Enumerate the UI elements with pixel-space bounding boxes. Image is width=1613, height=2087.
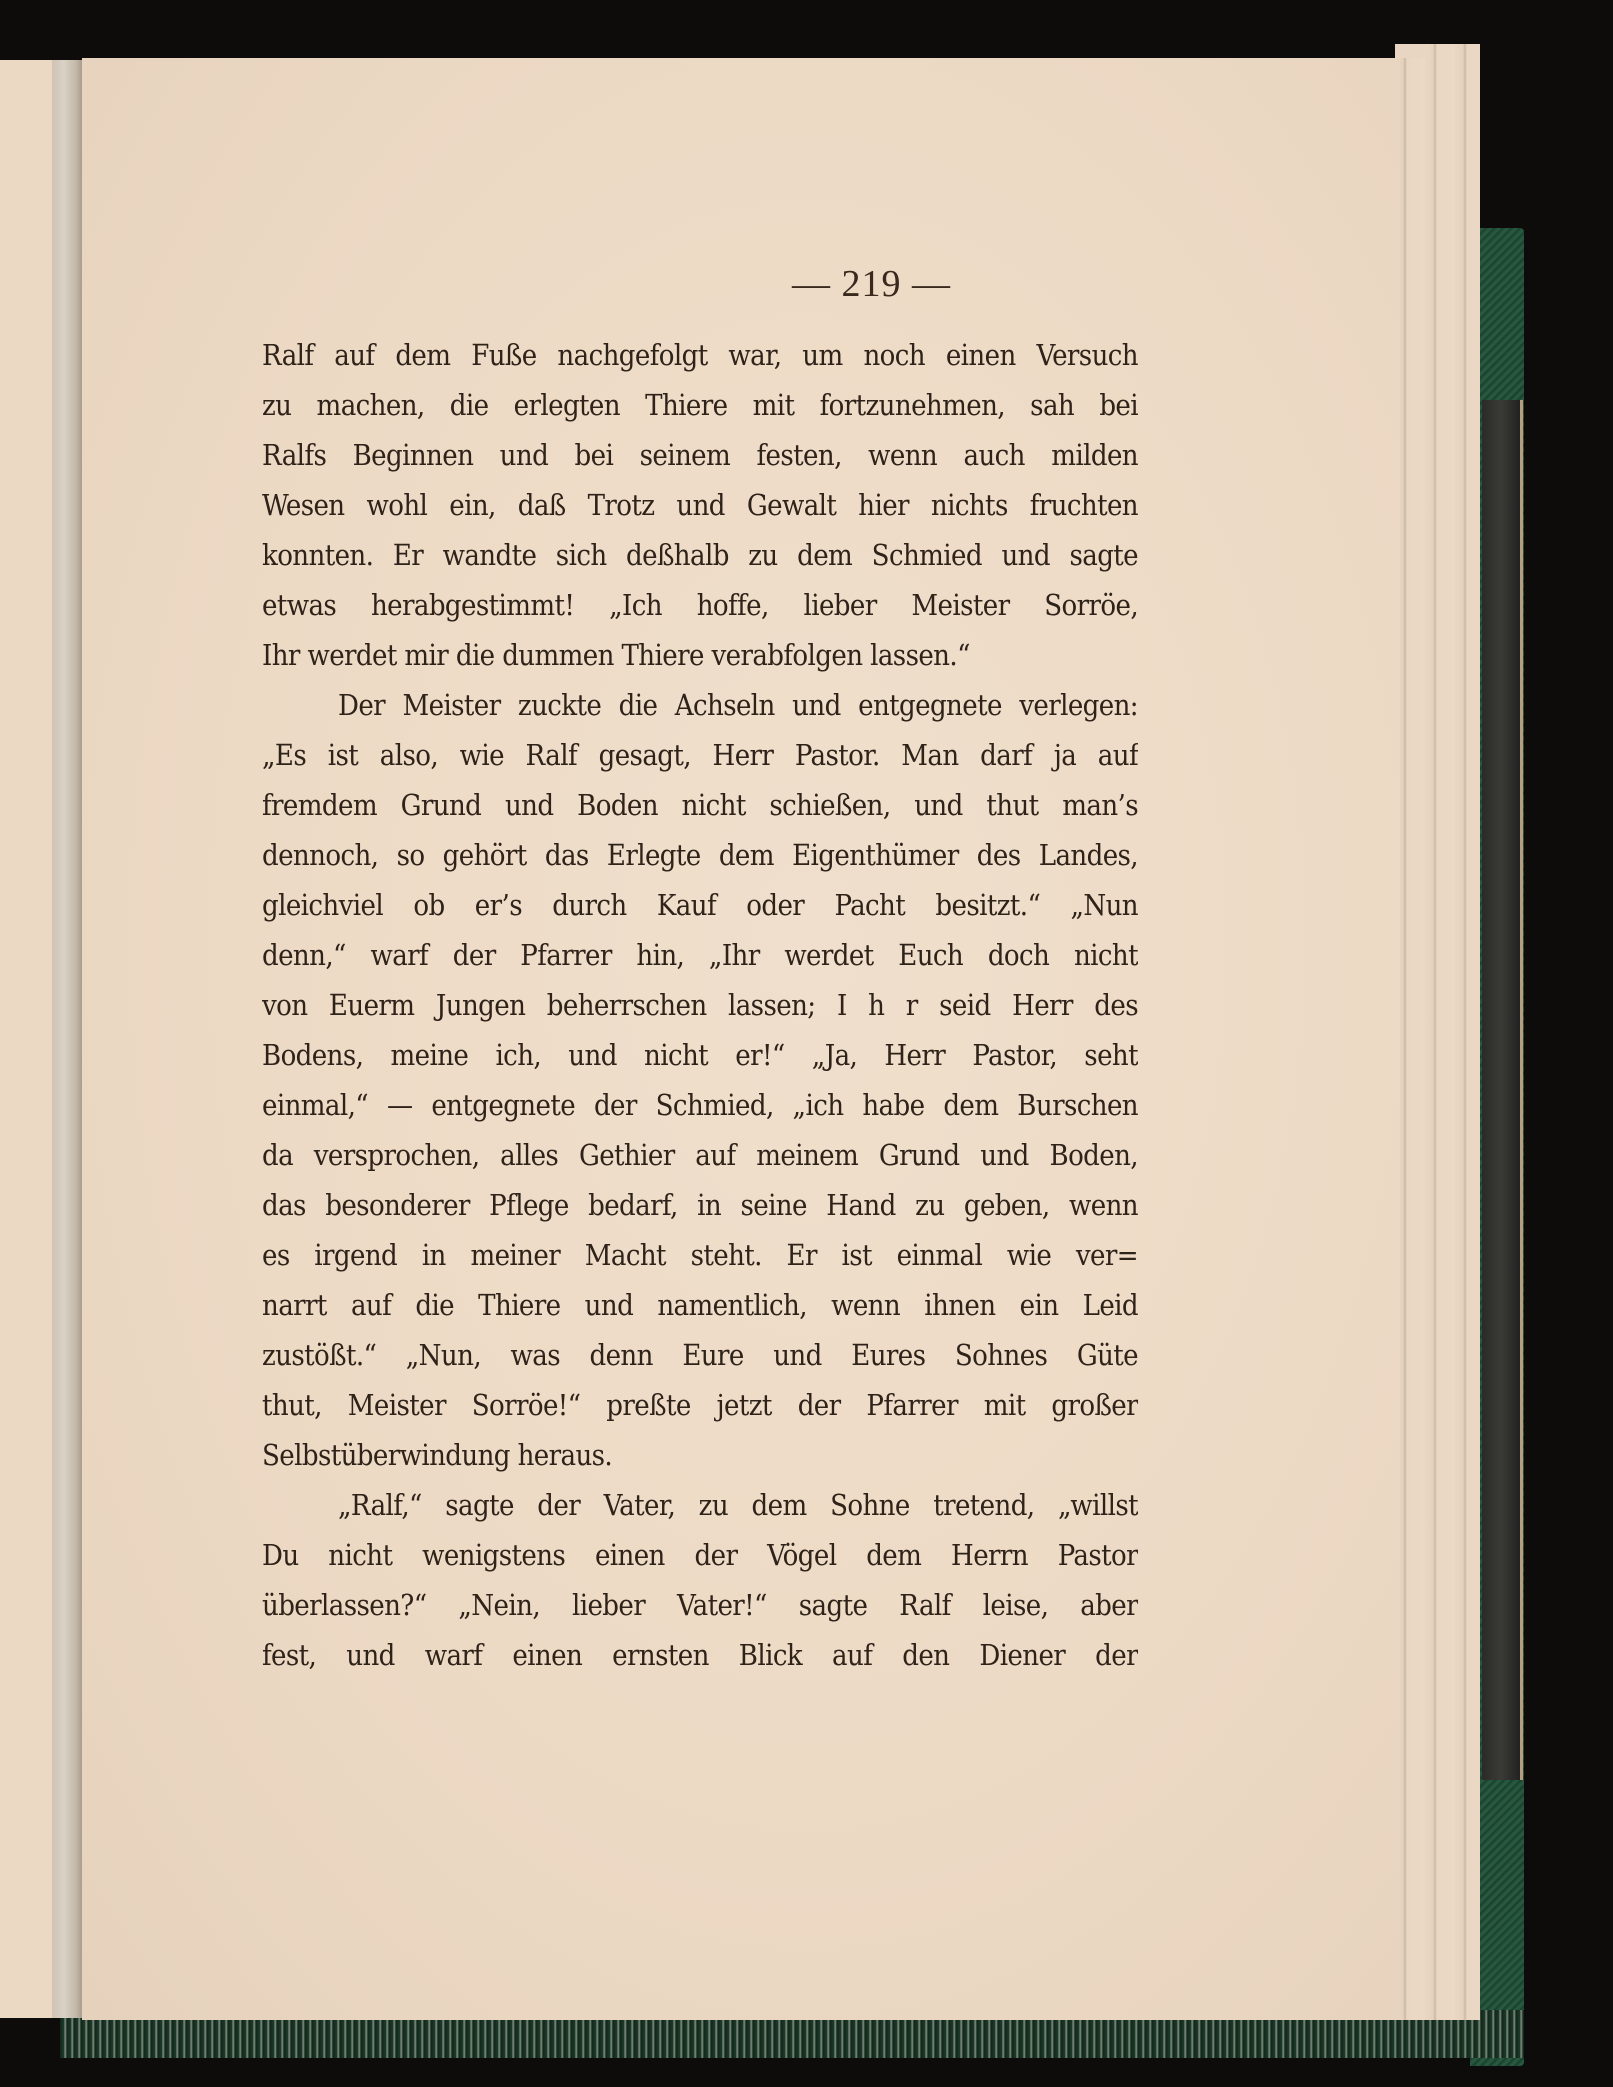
page-block-top xyxy=(1395,44,1430,58)
text-line: da versprochen, alles Gethier auf meinem Grund und Boden, xyxy=(262,1138,1138,1172)
text-line: thut, Meister Sorröe!“ preßte jetzt der Pfarrer mit großer xyxy=(262,1388,1138,1422)
text-line: Bodens, meine ich, und nicht er!“ „Ja, Herr Pastor, seht xyxy=(262,1038,1138,1072)
text-line: es irgend in meiner Macht steht. Er ist einmal wie ver= xyxy=(262,1238,1138,1272)
text-line: gleichviel ob er’s durch Kauf oder Pacht besitzt.“ „Nun xyxy=(262,888,1138,922)
text-line: von Euerm Jungen beherrschen lassen; I h r seid Herr des xyxy=(262,988,1138,1022)
text-line: dennoch, so gehört das Erlegte dem Eigenthümer des Landes, xyxy=(262,838,1138,872)
paragraph-start-line: „Ralf,“ sagte der Vater, zu dem Sohne tretend, „willst xyxy=(338,1488,1138,1522)
text-line: zu machen, die erlegten Thiere mit fortzunehmen, sah bei xyxy=(262,388,1138,422)
text-line: Ihr werdet mir die dummen Thiere verabfolgen lassen.“ xyxy=(262,638,970,672)
marbled-board-edge xyxy=(1482,400,1523,1780)
body-text xyxy=(262,330,1138,1680)
text-line: narrt auf die Thiere und namentlich, wenn ihnen ein Leid xyxy=(262,1288,1138,1322)
text-line: Ralfs Beginnen und bei seinem festen, wenn auch milden xyxy=(262,438,1138,472)
page-number: — 219 — xyxy=(792,263,951,305)
text-line: Du nicht wenigstens einen der Vögel dem Herrn Pastor xyxy=(262,1538,1138,1572)
page-block-edge xyxy=(1395,44,1480,2020)
text-line: Selbstüberwindung heraus. xyxy=(262,1438,613,1472)
paragraph-start-line: Der Meister zuckte die Achseln und entgegnete verlegen: xyxy=(338,688,1138,722)
text-line: fremdem Grund und Boden nicht schießen, und thut man’s xyxy=(262,788,1138,822)
text-line: konnten. Er wandte sich deßhalb zu dem Schmied und sagte xyxy=(262,538,1138,572)
text-line: fest, und warf einen ernsten Blick auf den Diener der xyxy=(262,1638,1138,1672)
text-line: „Es ist also, wie Ralf gesagt, Herr Pastor. Man darf ja auf xyxy=(262,738,1138,772)
text-line: Wesen wohl ein, daß Trotz und Gewalt hier nichts fruchten xyxy=(262,488,1138,522)
facing-page-edge xyxy=(0,60,60,2018)
text-line: etwas herabgestimmt! „Ich hoffe, lieber Meister Sorröe, xyxy=(262,588,1138,622)
text-line: Ralf auf dem Fuße nachgefolgt war, um noch einen Versuch xyxy=(262,338,1138,372)
text-line: zustößt.“ „Nun, was denn Eure und Eures Sohnes Güte xyxy=(262,1338,1138,1372)
text-line: das besonderer Pflege bedarf, in seine Hand zu geben, wenn xyxy=(262,1188,1138,1222)
text-line: einmal,“ — entgegnete der Schmied, „ich habe dem Burschen xyxy=(262,1088,1138,1122)
book-gutter xyxy=(52,60,82,2018)
text-line: überlassen?“ „Nein, lieber Vater!“ sagte Ralf leise, aber xyxy=(262,1588,1138,1622)
text-line: denn,“ warf der Pfarrer hin, „Ihr werdet Euch doch nicht xyxy=(262,938,1138,972)
